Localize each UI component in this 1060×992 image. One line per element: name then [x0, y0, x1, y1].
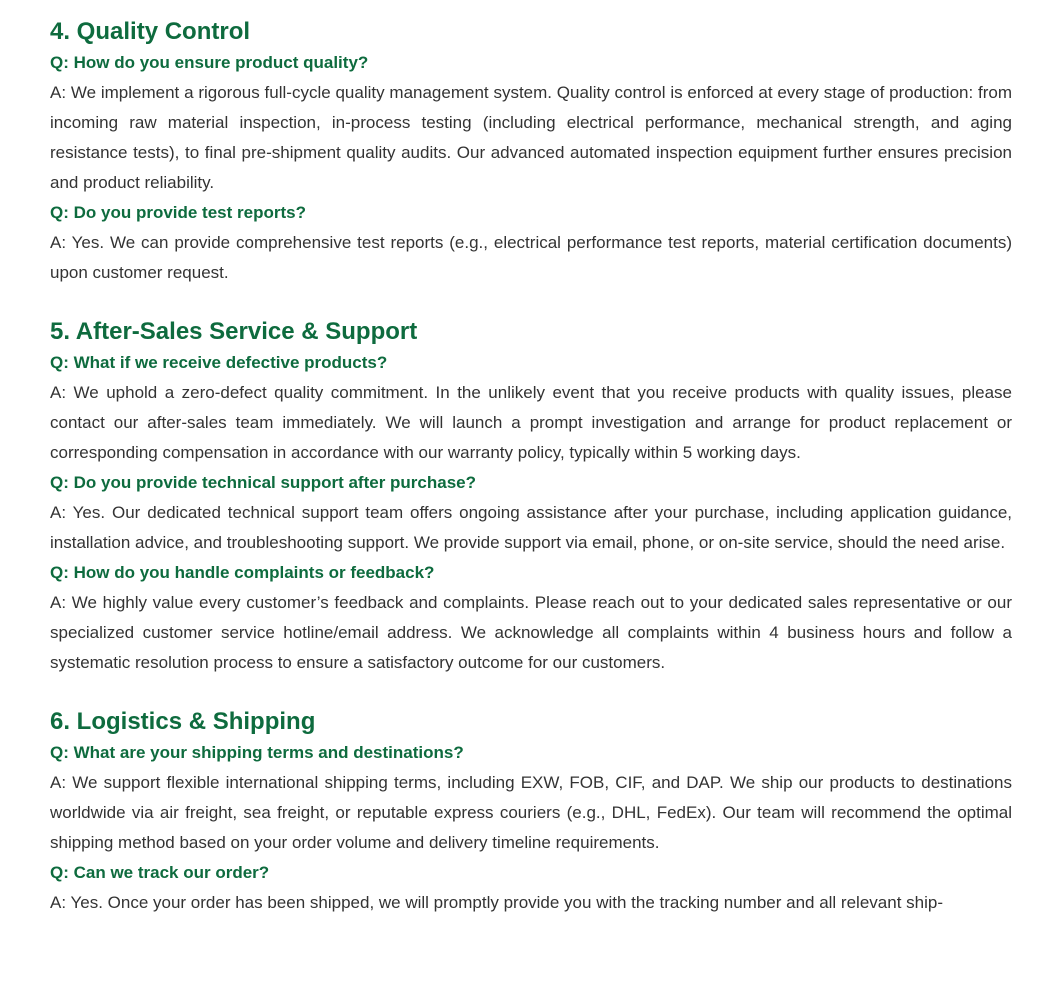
faq-item — [50, 348, 1012, 468]
section-quality-control — [50, 16, 1012, 288]
faq-answer: A: Yes. Once your order has been shipped, we will promptly provide you with the tracking number and all relevant ship- — [50, 893, 943, 912]
section-after-sales — [50, 316, 1012, 678]
faq-question: Q: Can we track our order? — [50, 863, 270, 882]
faq-question: Q: What if we receive defective products? — [50, 353, 388, 372]
section-logistics — [50, 706, 1012, 918]
faq-item — [50, 48, 1012, 198]
faq-item — [50, 468, 1012, 558]
faq-item — [50, 198, 1012, 288]
section-title: 6. Logistics & Shipping — [50, 708, 316, 735]
faq-question: Q: What are your shipping terms and destinations? — [50, 743, 464, 762]
faq-content — [50, 16, 1012, 918]
faq-answer: A: Yes. We can provide comprehensive test reports (e.g., electrical performance test reports, material certification documents) upon customer request. — [50, 233, 1012, 282]
faq-answer: A: We uphold a zero-defect quality commitment. In the unlikely event that you receive products with quality issues, please contact our after-sales team immediately. We will launch a prompt investigation and arrange for product replacement or corresponding compensation in accordance with our warranty policy, typically within 5 working days. — [50, 383, 1012, 462]
faq-question: Q: Do you provide technical support after purchase? — [50, 473, 477, 492]
faq-answer: A: We support flexible international shipping terms, including EXW, FOB, CIF, and DAP. We ship our products to destinations worldwide via air freight, sea freight, or reputable express couriers (e.g., DHL, FedEx). Our team will recommend the optimal shipping method based on your order volume and delivery timeline requirements. — [50, 773, 1012, 852]
faq-item — [50, 738, 1012, 858]
section-title: 5. After-Sales Service & Support — [50, 318, 418, 345]
faq-question: Q: How do you handle complaints or feedback? — [50, 563, 435, 582]
section-title: 4. Quality Control — [50, 18, 251, 45]
faq-item — [50, 558, 1012, 678]
faq-answer: A: We highly value every customer’s feedback and complaints. Please reach out to your dedicated sales representative or our specialized customer service hotline/email address. We acknowledge all complaints within 4 business hours and follow a systematic resolution process to ensure a satisfactory outcome for our customers. — [50, 593, 1012, 672]
faq-question: Q: How do you ensure product quality? — [50, 53, 369, 72]
faq-answer: A: We implement a rigorous full-cycle quality management system. Quality control is enforced at every stage of production: from incoming raw material inspection, in-process testing (including electrical performance, mechanical strength, and aging resistance tests), to final pre-shipment quality audits. Our advanced automated inspection equipment further ensures precision and product reliability. — [50, 83, 1012, 192]
faq-item — [50, 858, 1012, 918]
faq-answer: A: Yes. Our dedicated technical support team offers ongoing assistance after your purchase, including application guidance, installation advice, and troubleshooting support. We provide support via email, phone, or on-site service, should the need arise. — [50, 503, 1012, 552]
faq-question: Q: Do you provide test reports? — [50, 203, 306, 222]
